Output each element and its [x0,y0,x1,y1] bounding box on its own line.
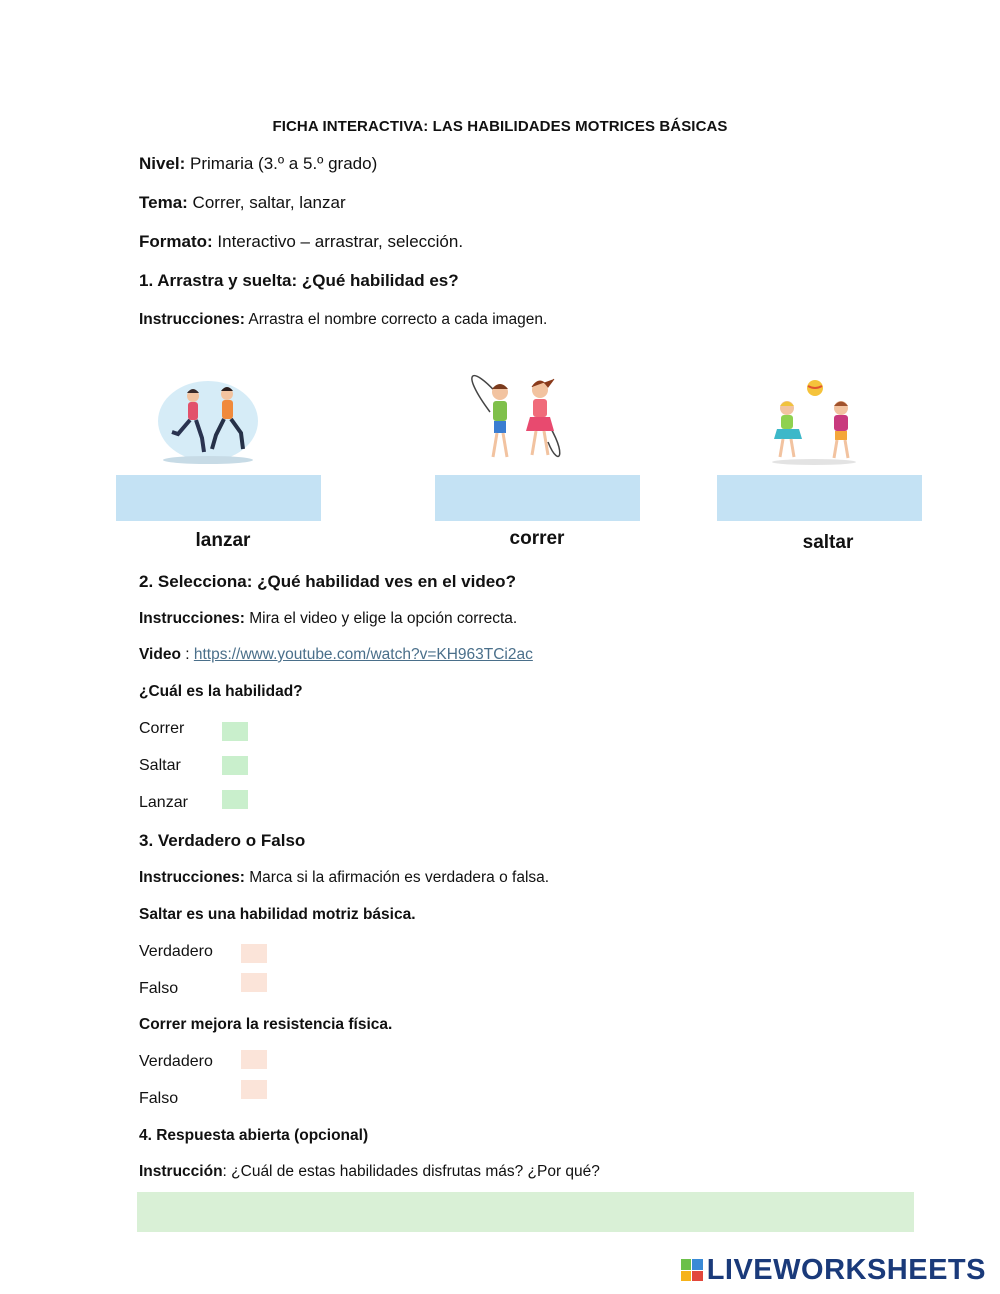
statement-1-false-checkbox[interactable] [241,973,267,992]
video-label: Video [139,646,181,663]
option-checkbox-correr[interactable] [222,722,248,741]
drop-box-1[interactable] [116,475,321,521]
statement-1-true-label: Verdadero [139,943,213,960]
option-label-correr: Correr [139,720,185,737]
section3-heading: 3. Verdadero o Falso [139,831,306,850]
option-checkbox-lanzar[interactable] [222,790,248,809]
statement-2-false-label: Falso [139,1090,179,1107]
section1-instr-label: Instrucciones: [139,311,245,328]
drag-word-1[interactable]: lanzar [195,530,251,551]
section4-instructions [139,1163,600,1181]
section2-instructions [139,610,517,628]
formato-label: Formato: [139,232,213,251]
section1-heading: 1. Arrastra y suelta: ¿Qué habilidad es? [139,271,459,290]
section2-instr-text: Mira el video y elige la opción correcta. [249,610,518,627]
logo-badge-icon [681,1259,703,1281]
section2-instr-label: Instrucciones: [139,610,245,627]
statement-1-true-checkbox[interactable] [241,944,267,963]
statement-2-true-checkbox[interactable] [241,1050,267,1069]
video-separator: : [180,646,194,663]
section1-instr-text: Arrastra el nombre correcto a cada imagen. [248,311,548,328]
section3-instructions [139,869,549,887]
video-link[interactable]: https://www.youtube.com/watch?v=KH963TCi2ac [193,646,533,663]
section3-instr-label: Instrucciones: [139,869,245,886]
open-answer-field[interactable] [137,1192,914,1232]
page-title: FICHA INTERACTIVA: LAS HABILIDADES MOTRICES BÁSICAS [272,118,728,135]
tema-line [139,193,346,213]
nivel-label: Nivel: [139,154,186,173]
nivel-line [139,154,377,174]
formato-line [139,232,463,252]
option-label-saltar: Saltar [139,757,181,774]
drag-word-3[interactable]: saltar [802,532,854,553]
nivel-value: Primaria (3.º a 5.º grado) [190,154,378,173]
option-checkbox-saltar[interactable] [222,756,248,775]
running-children-image [155,376,261,466]
statement-2: Correr mejora la resistencia física. [139,1016,393,1033]
video-line [139,646,533,664]
statement-2-false-checkbox[interactable] [241,1080,267,1099]
section3-instr-text: Marca si la afirmación es verdadera o falsa. [249,869,550,886]
logo-text: LIVEWORKSHEETS [706,1253,986,1286]
tema-value: Correr, saltar, lanzar [192,193,346,212]
liveworksheets-logo [681,1254,986,1286]
drop-box-3[interactable] [717,475,922,521]
statement-1: Saltar es una habilidad motriz básica. [139,906,416,923]
section1-instructions [139,311,547,329]
section4-heading: 4. Respuesta abierta (opcional) [139,1127,369,1144]
section2-question: ¿Cuál es la habilidad? [139,683,303,700]
ball-throwing-children-image [762,378,862,466]
section2-heading: 2. Selecciona: ¿Qué habilidad ves en el video? [139,572,516,591]
drag-word-2[interactable]: correr [509,528,565,549]
option-label-lanzar: Lanzar [139,794,188,811]
tema-label: Tema: [139,193,188,212]
jump-rope-children-image [460,372,578,468]
drop-box-2[interactable] [435,475,640,521]
section4-instr-text: : ¿Cuál de estas habilidades disfrutas más? ¿Por qué? [222,1163,600,1180]
formato-value: Interactivo – arrastrar, selección. [217,232,464,251]
statement-1-false-label: Falso [139,980,179,997]
statement-2-true-label: Verdadero [139,1053,213,1070]
section4-instr-label: Instrucción [139,1163,223,1180]
